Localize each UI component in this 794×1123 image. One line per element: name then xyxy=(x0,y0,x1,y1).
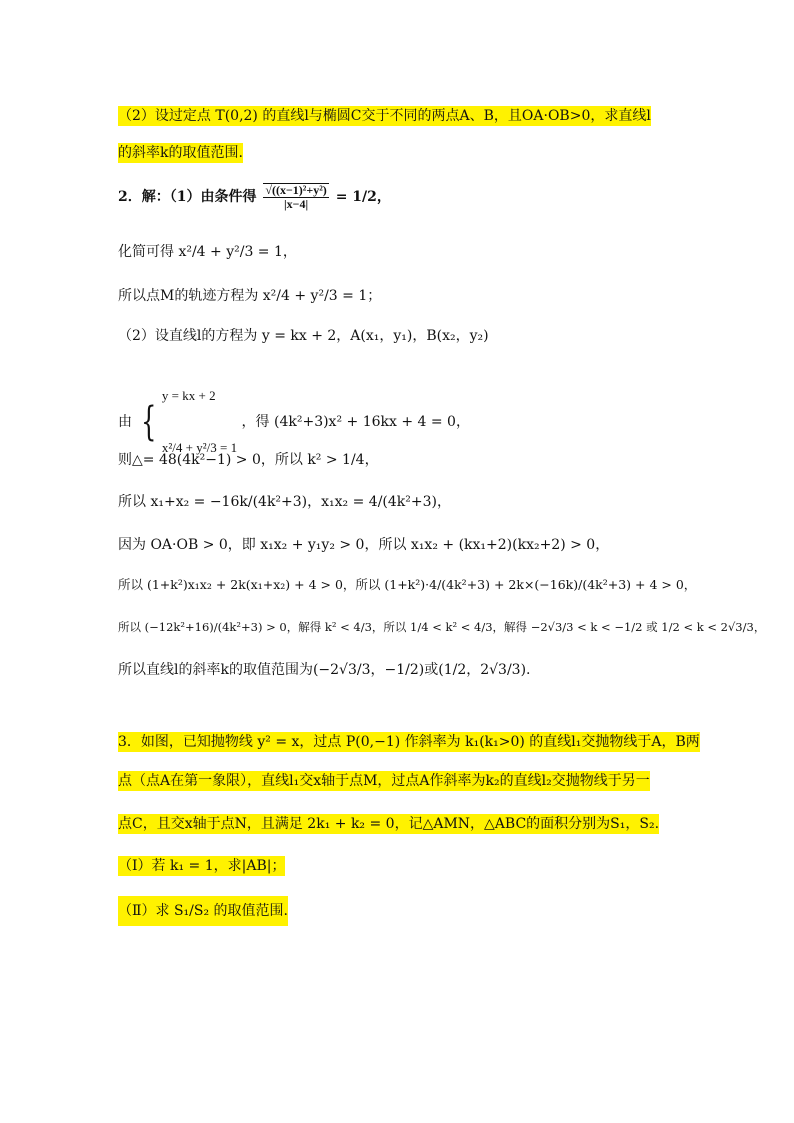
left-brace-icon: { xyxy=(141,399,157,445)
solution2-head-text: 2．解：（1）由条件得 xyxy=(118,189,257,205)
expand-text: 所以 (1+k²)x₁x₂ + 2k(x₁+x₂) + 4 > 0，所以 (1+k²)·4/(4k²+3) + 2k×(−16k)/(4k²+3) + 4 > 0， xyxy=(118,577,697,592)
problem3-line2 xyxy=(118,771,650,791)
problem2-part2-line1 xyxy=(118,106,651,126)
problem3-question1 xyxy=(118,856,285,876)
problem3-q2-text: （Ⅱ）求 S₁/S₂ 的取值范围. xyxy=(118,903,288,919)
discriminant-line xyxy=(118,450,379,470)
part2-setup-line xyxy=(118,326,489,346)
problem3-line1 xyxy=(118,732,700,752)
dot-product-text: 因为 OA·OB > 0，即 x₁x₂ + y₁y₂ > 0，所以 x₁x₂ + (kx₁+2)(kx₂+2) > 0， xyxy=(118,537,610,553)
system-prefix: 由 xyxy=(118,414,132,430)
trajectory-text: 所以点M的轨迹方程为 x²/4 + y²/3 = 1； xyxy=(118,288,382,304)
problem3-q1-text: （Ⅰ）若 k₁ = 1，求|AB|； xyxy=(118,858,286,874)
dot-product-line xyxy=(118,535,609,555)
answer-line xyxy=(118,660,531,680)
problem2-part2-line2-text: 的斜率k的取值范围. xyxy=(118,145,243,161)
expand-line xyxy=(118,575,696,595)
condition-rhs: = 1/2， xyxy=(335,189,391,205)
problem3-line3-text: 点C，且交x轴于点N，且满足 2k₁ + k₂ = 0，记△AMN，△ABC的面积分别为S₁，S₂. xyxy=(118,816,660,832)
system-result: ，得 (4k²+3)x² + 16kx + 4 = 0， xyxy=(241,414,470,430)
trajectory-line xyxy=(118,286,381,306)
vieta-text: 所以 x₁+x₂ = −16k/(4k²+3)，x₁x₂ = 4/(4k²+3)， xyxy=(118,494,451,510)
system-row2: x²/4 + y²/3 = 1 xyxy=(161,440,238,455)
problem2-part2-line1-text: （2）设过定点 T(0,2) 的直线l与椭圆C交于不同的两点A、B，且OA·OB>0，求直线l xyxy=(118,108,651,124)
condition-numerator: √((x−1)²+y²) xyxy=(265,183,327,197)
problem3-line2-text: 点（点A在第一象限），直线l₁交x轴于点M，过点A作斜率为k₂的直线l₂交抛物线于另一 xyxy=(118,773,650,789)
vieta-line xyxy=(118,492,451,512)
condition-fraction xyxy=(263,183,328,211)
part2-setup-text: （2）设直线l的方程为 y = kx + 2，A(x₁，y₁)，B(x₂，y₂) xyxy=(118,328,489,344)
problem2-part2-line2 xyxy=(118,143,243,163)
solve-text: 所以 (−12k²+16)/(4k²+3) > 0，解得 k² < 4/3，所以 1/4 < k² < 4/3，解得 −2√3/3 < k < −1/2 或 1/2 < k < 2√3/3， xyxy=(118,620,766,634)
answer-text: 所以直线l的斜率k的取值范围为(−2√3/3，−1/2)或(1/2，2√3/3). xyxy=(118,662,531,678)
system-row1: y = kx + 2 xyxy=(161,388,216,403)
simplify-line xyxy=(118,242,297,262)
simplify-text: 化简可得 x²/4 + y²/3 = 1， xyxy=(118,244,297,260)
problem3-question2 xyxy=(118,896,288,926)
condition-denominator: |x−4| xyxy=(284,197,309,211)
problem3-line3 xyxy=(118,814,659,834)
solve-line xyxy=(118,617,765,637)
solution2-heading xyxy=(118,183,391,211)
problem3-line1-text: 3．如图，已知抛物线 y² = x，过点 P(0,−1) 作斜率为 k₁(k₁>0) 的直线l₁交抛物线于A，B两 xyxy=(118,734,700,750)
discriminant-text: 则△= 48(4k²−1) > 0，所以 k² > 1/4， xyxy=(118,452,379,468)
